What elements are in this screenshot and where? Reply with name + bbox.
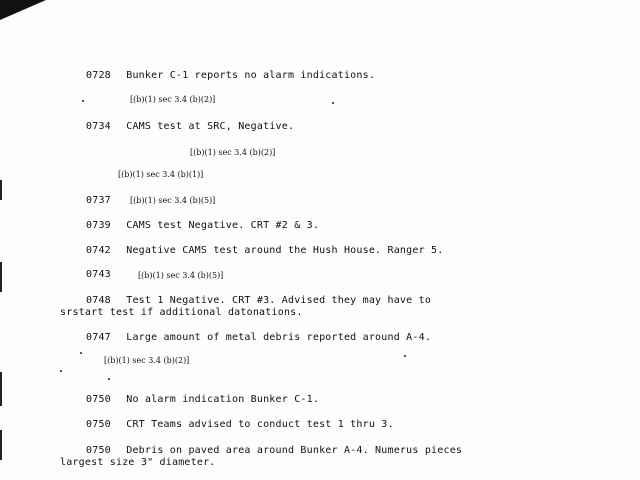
redaction-marker: [(b)(1) sec 3.4 (b)(5)] bbox=[130, 196, 216, 205]
log-time: 0750 bbox=[86, 419, 111, 430]
scan-speck bbox=[108, 378, 110, 380]
log-entry bbox=[86, 121, 294, 132]
log-text: CAMS test at SRC, Negative. bbox=[126, 121, 295, 132]
log-continuation: largest size 3" diameter. bbox=[60, 457, 216, 468]
log-text: No alarm indication Bunker C-1. bbox=[126, 394, 320, 405]
log-time: 0750 bbox=[86, 394, 111, 405]
log-time: 0728 bbox=[86, 70, 111, 81]
log-time: 0739 bbox=[86, 220, 111, 231]
redaction-marker: [(b)(1) sec 3.4 (b)(2)] bbox=[190, 148, 276, 157]
log-continuation: srstart test if additional datonations. bbox=[60, 307, 303, 318]
scan-edge-mark bbox=[0, 262, 2, 292]
log-time: 0747 bbox=[86, 332, 111, 343]
log-text: Bunker C-1 reports no alarm indications. bbox=[126, 70, 376, 81]
log-entry bbox=[86, 245, 443, 256]
redaction-marker: [(b)(1) sec 3.4 (b)(1)] bbox=[118, 170, 204, 179]
log-entry bbox=[86, 394, 319, 405]
redaction-marker: [(b)(1) sec 3.4 (b)(2)] bbox=[130, 95, 216, 104]
log-entry bbox=[86, 220, 319, 231]
scan-speck bbox=[404, 355, 406, 357]
log-entry bbox=[86, 295, 431, 306]
log-entry bbox=[86, 445, 462, 456]
log-text: Test 1 Negative. CRT #3. Advised they may have to bbox=[126, 295, 432, 306]
log-text: Large amount of metal debris reported around A-4. bbox=[126, 332, 432, 343]
log-time: 0750 bbox=[86, 445, 111, 456]
log-text: Negative CAMS test around the Hush House. Ranger 5. bbox=[126, 245, 444, 256]
scan-edge-mark bbox=[0, 372, 2, 406]
log-text: Debris on paved area around Bunker A-4. Numerus pieces bbox=[126, 445, 463, 456]
redaction-marker: [(b)(1) sec 3.4 (b)(2)] bbox=[104, 356, 190, 365]
log-entry bbox=[86, 70, 375, 81]
scan-corner-mark bbox=[0, 0, 46, 20]
log-time: 0734 bbox=[86, 121, 111, 132]
scan-speck bbox=[82, 100, 84, 102]
log-time: 0748 bbox=[86, 295, 111, 306]
scan-edge-mark bbox=[0, 430, 2, 460]
log-text: CRT Teams advised to conduct test 1 thru 3. bbox=[126, 419, 394, 430]
log-time: 0742 bbox=[86, 245, 111, 256]
log-entry bbox=[86, 195, 120, 206]
log-time: 0743 bbox=[86, 269, 111, 280]
log-entry bbox=[86, 269, 120, 280]
log-entry bbox=[86, 332, 431, 343]
log-time: 0737 bbox=[86, 195, 111, 206]
log-entry bbox=[86, 419, 394, 430]
redaction-marker: [(b)(1) sec 3.4 (b)(5)] bbox=[138, 271, 224, 280]
scan-speck bbox=[60, 370, 62, 372]
scan-speck bbox=[80, 352, 82, 354]
scan-speck bbox=[332, 102, 334, 104]
log-text: CAMS test Negative. CRT #2 & 3. bbox=[126, 220, 320, 231]
scan-edge-mark bbox=[0, 180, 2, 200]
